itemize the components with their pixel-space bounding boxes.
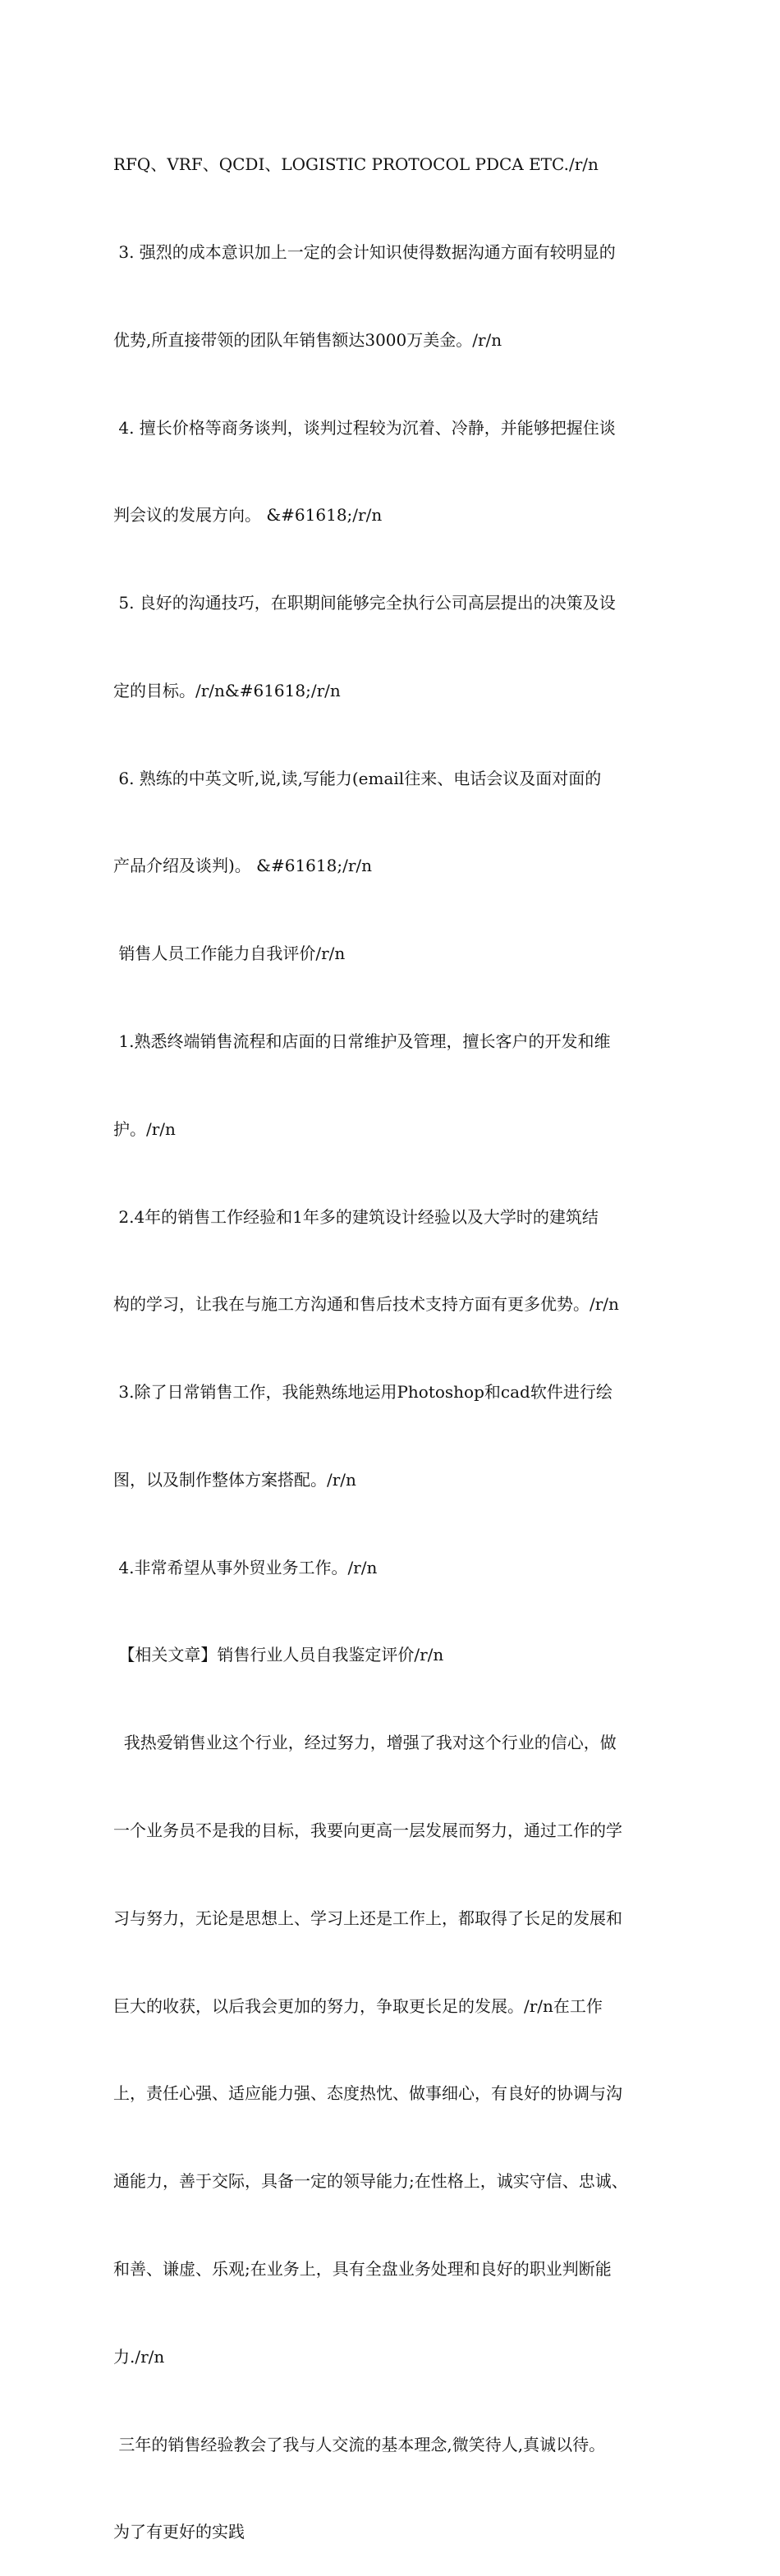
- text-line: 6. 熟练的中英文听,说,读,写能力(email往来、电话会议及面对面的: [113, 768, 602, 788]
- text-line: 判会议的发展方向。 &#61618;/r/n: [113, 505, 383, 526]
- text-line: 3. 强烈的成本意识加上一定的会计知识使得数据沟通方面有较明显的: [113, 241, 616, 262]
- text-line: 图，以及制作整体方案搭配。/r/n: [113, 1469, 356, 1490]
- text-line: 为了有更好的实践: [113, 2522, 245, 2542]
- text-line: 三年的销售经验教会了我与人交流的基本理念,微笑待人,真诚以待。: [113, 2434, 606, 2454]
- text-line: 和善、谦虚、乐观;在业务上，具有全盘业务处理和良好的职业判断能: [113, 2258, 612, 2279]
- section-heading: 销售人员工作能力自我评价/r/n: [113, 944, 346, 964]
- text-line: 4.非常希望从事外贸业务工作。/r/n: [113, 1557, 378, 1577]
- text-line: 产品介绍及谈判)。 &#61618;/r/n: [113, 856, 372, 876]
- text-line: 巨大的收获，以后我会更加的努力，争取更长足的发展。/r/n在工作: [113, 1995, 603, 2016]
- text-line: 5. 良好的沟通技巧，在职期间能够完全执行公司高层提出的决策及设: [113, 593, 616, 613]
- text-line: RFQ、VRF、QCDI、LOGISTIC PROTOCOL PDCA ETC./r/n: [113, 154, 599, 175]
- text-line: 3.除了日常销售工作，我能熟练地运用Photoshop和cad软件进行绘: [113, 1382, 613, 1403]
- text-line: 一个业务员不是我的目标，我要向更高一层发展而努力，通过工作的学: [113, 1821, 622, 1841]
- section-heading: 【相关文章】销售行业人员自我鉴定评价/r/n: [113, 1645, 444, 1665]
- text-line: 护。/r/n: [113, 1118, 176, 1139]
- text-line: 我热爱销售业这个行业，经过努力，增强了我对这个行业的信心，做: [113, 1733, 617, 1753]
- text-line: 4. 擅长价格等商务谈判，谈判过程较为沉着、冷静，并能够把握住谈: [113, 417, 616, 438]
- text-line: 优势,所直接带领的团队年销售额达3000万美金。/r/n: [113, 329, 502, 350]
- text-line: 定的目标。/r/n&#61618;/r/n: [113, 680, 341, 700]
- text-line: 构的学习，让我在与施工方沟通和售后技术支持方面有更多优势。/r/n: [113, 1294, 619, 1315]
- text-line: 习与努力，无论是思想上、学习上还是工作上，都取得了长足的发展和: [113, 1908, 622, 1928]
- text-line: 力./r/n: [113, 2346, 165, 2367]
- text-line: 2.4年的销售工作经验和1年多的建筑设计经验以及大学时的建筑结: [113, 1206, 599, 1227]
- text-line: 上，责任心强、适应能力强、态度热忱、做事细心，有良好的协调与沟: [113, 2083, 622, 2104]
- text-line: 通能力，善于交际，具备一定的领导能力;在性格上，诚实守信、忠诚、: [113, 2171, 628, 2192]
- text-line: 1.熟悉终端销售流程和店面的日常维护及管理，擅长客户的开发和维: [113, 1031, 611, 1051]
- document-body: [113, 92, 672, 2576]
